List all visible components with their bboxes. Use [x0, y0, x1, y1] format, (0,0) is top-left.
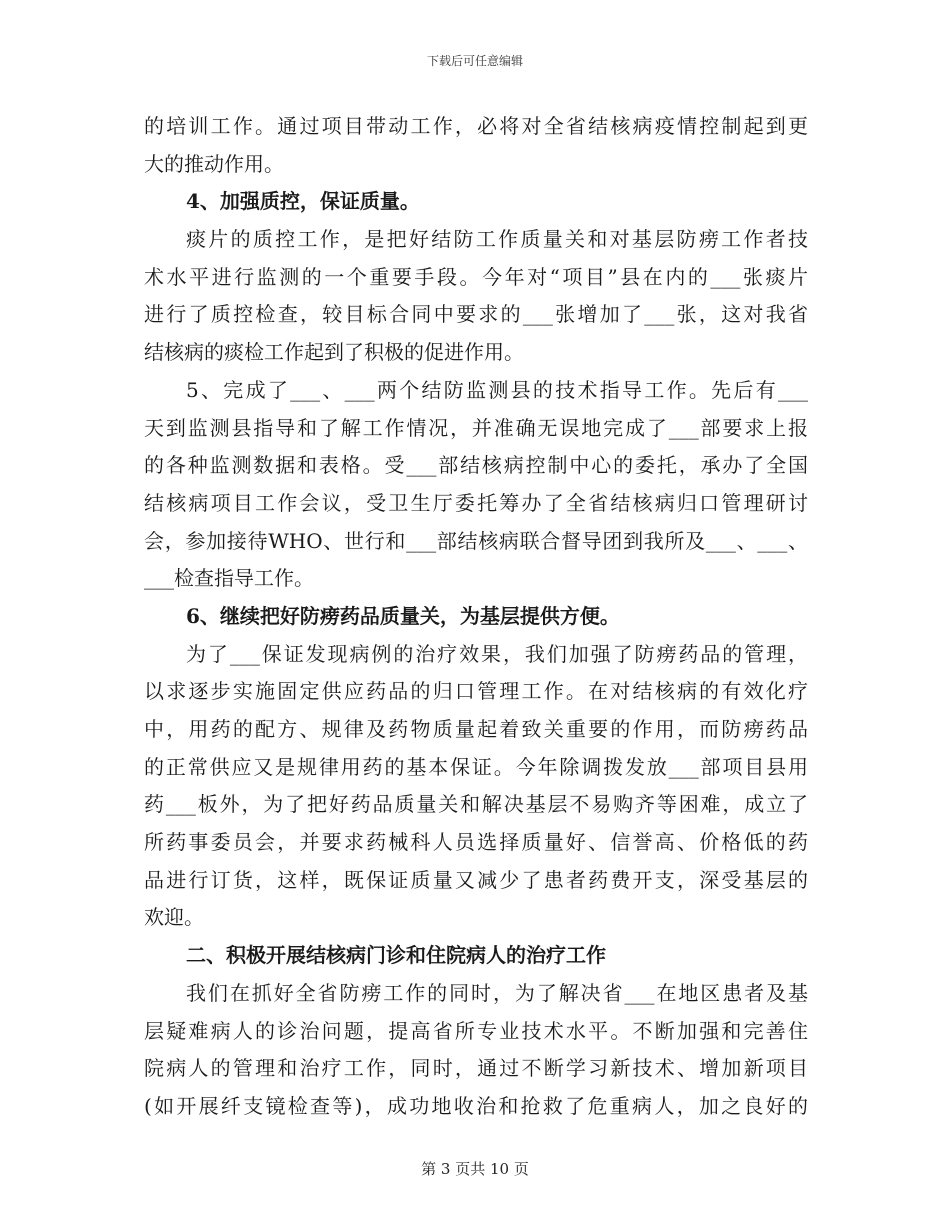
section-heading: 4、加强质控，保证质量。 [186, 189, 420, 214]
text-line: 结核病项目工作会议，受卫生厅委托筹办了全省结核病归口管理研讨 [144, 490, 808, 515]
text-line: ___检查指导工作。 [144, 566, 314, 591]
text-line: 进行了质控检查，较目标合同中要求的___张增加了___张，这对我省 [144, 302, 808, 327]
text-line: 的正常供应又是规律用药的基本保证。今年除调拨发放___部项目县用 [144, 754, 808, 779]
text-line: 院病人的管理和治疗工作，同时，通过不断学习新技术、增加新项目 [144, 1056, 808, 1081]
text-line: 大的推动作用。 [144, 151, 284, 176]
text-line: 会，参加接待WHO、世行和___部结核病联合督导团到我所及___、___、 [144, 528, 808, 553]
section-heading: 6、继续把好防痨药品质量关，为基层提供方便。 [186, 603, 620, 628]
page-header: 下载后可任意编辑 [426, 54, 523, 68]
text-line: 天到监测县指导和了解工作情况，并准确无误地完成了___部要求上报 [144, 415, 808, 440]
text-line: 5、完成了___、___两个结防监测县的技术指导工作。先后有___ [186, 377, 808, 402]
text-line: 药___板外，为了把好药品质量关和解决基层不易购齐等困难，成立了 [144, 792, 808, 817]
document-body [144, 108, 808, 1126]
text-line: 品进行订货，这样，既保证质量又减少了患者药费开支，深受基层的 [144, 867, 808, 892]
section-heading: 二、积极开展结核病门诊和住院病人的治疗工作 [186, 943, 606, 968]
text-line: 的各种监测数据和表格。受___部结核病控制中心的委托，承办了全国 [144, 453, 808, 478]
text-line: 以求逐步实施固定供应药品的归口管理工作。在对结核病的有效化疗 [144, 679, 808, 704]
text-line: 欢迎。 [144, 905, 204, 930]
text-line: 中，用药的配方、规律及药物质量起着致关重要的作用，而防痨药品 [144, 717, 808, 741]
text-line: 术水平进行监测的一个重要手段。今年对“项目”县在内的___张痰片 [144, 264, 808, 289]
text-line: 层疑难病人的诊治问题，提高省所专业技术水平。不断加强和完善住 [144, 1018, 808, 1043]
text-line: 痰片的质控工作，是把好结防工作质量关和对基层防痨工作者技 [186, 227, 808, 252]
text-line: 结核病的痰检工作起到了积极的促进作用。 [144, 340, 524, 365]
text-line: 的培训工作。通过项目带动工作，必将对全省结核病疫情控制起到更 [144, 114, 808, 138]
text-line: 我们在抓好全省防痨工作的同时，为了解决省___在地区患者及基 [186, 980, 808, 1005]
page-footer: 第 3 页共 10 页 [421, 1160, 529, 1178]
text-line: (如开展纤支镜检查等)，成功地收治和抢救了危重病人，加之良好的 [144, 1093, 808, 1118]
text-line: 为了___保证发现病例的治疗效果，我们加强了防痨药品的管理， [186, 641, 808, 666]
text-line: 所药事委员会，并要求药械科人员选择质量好、信誉高、价格低的药 [144, 830, 808, 855]
